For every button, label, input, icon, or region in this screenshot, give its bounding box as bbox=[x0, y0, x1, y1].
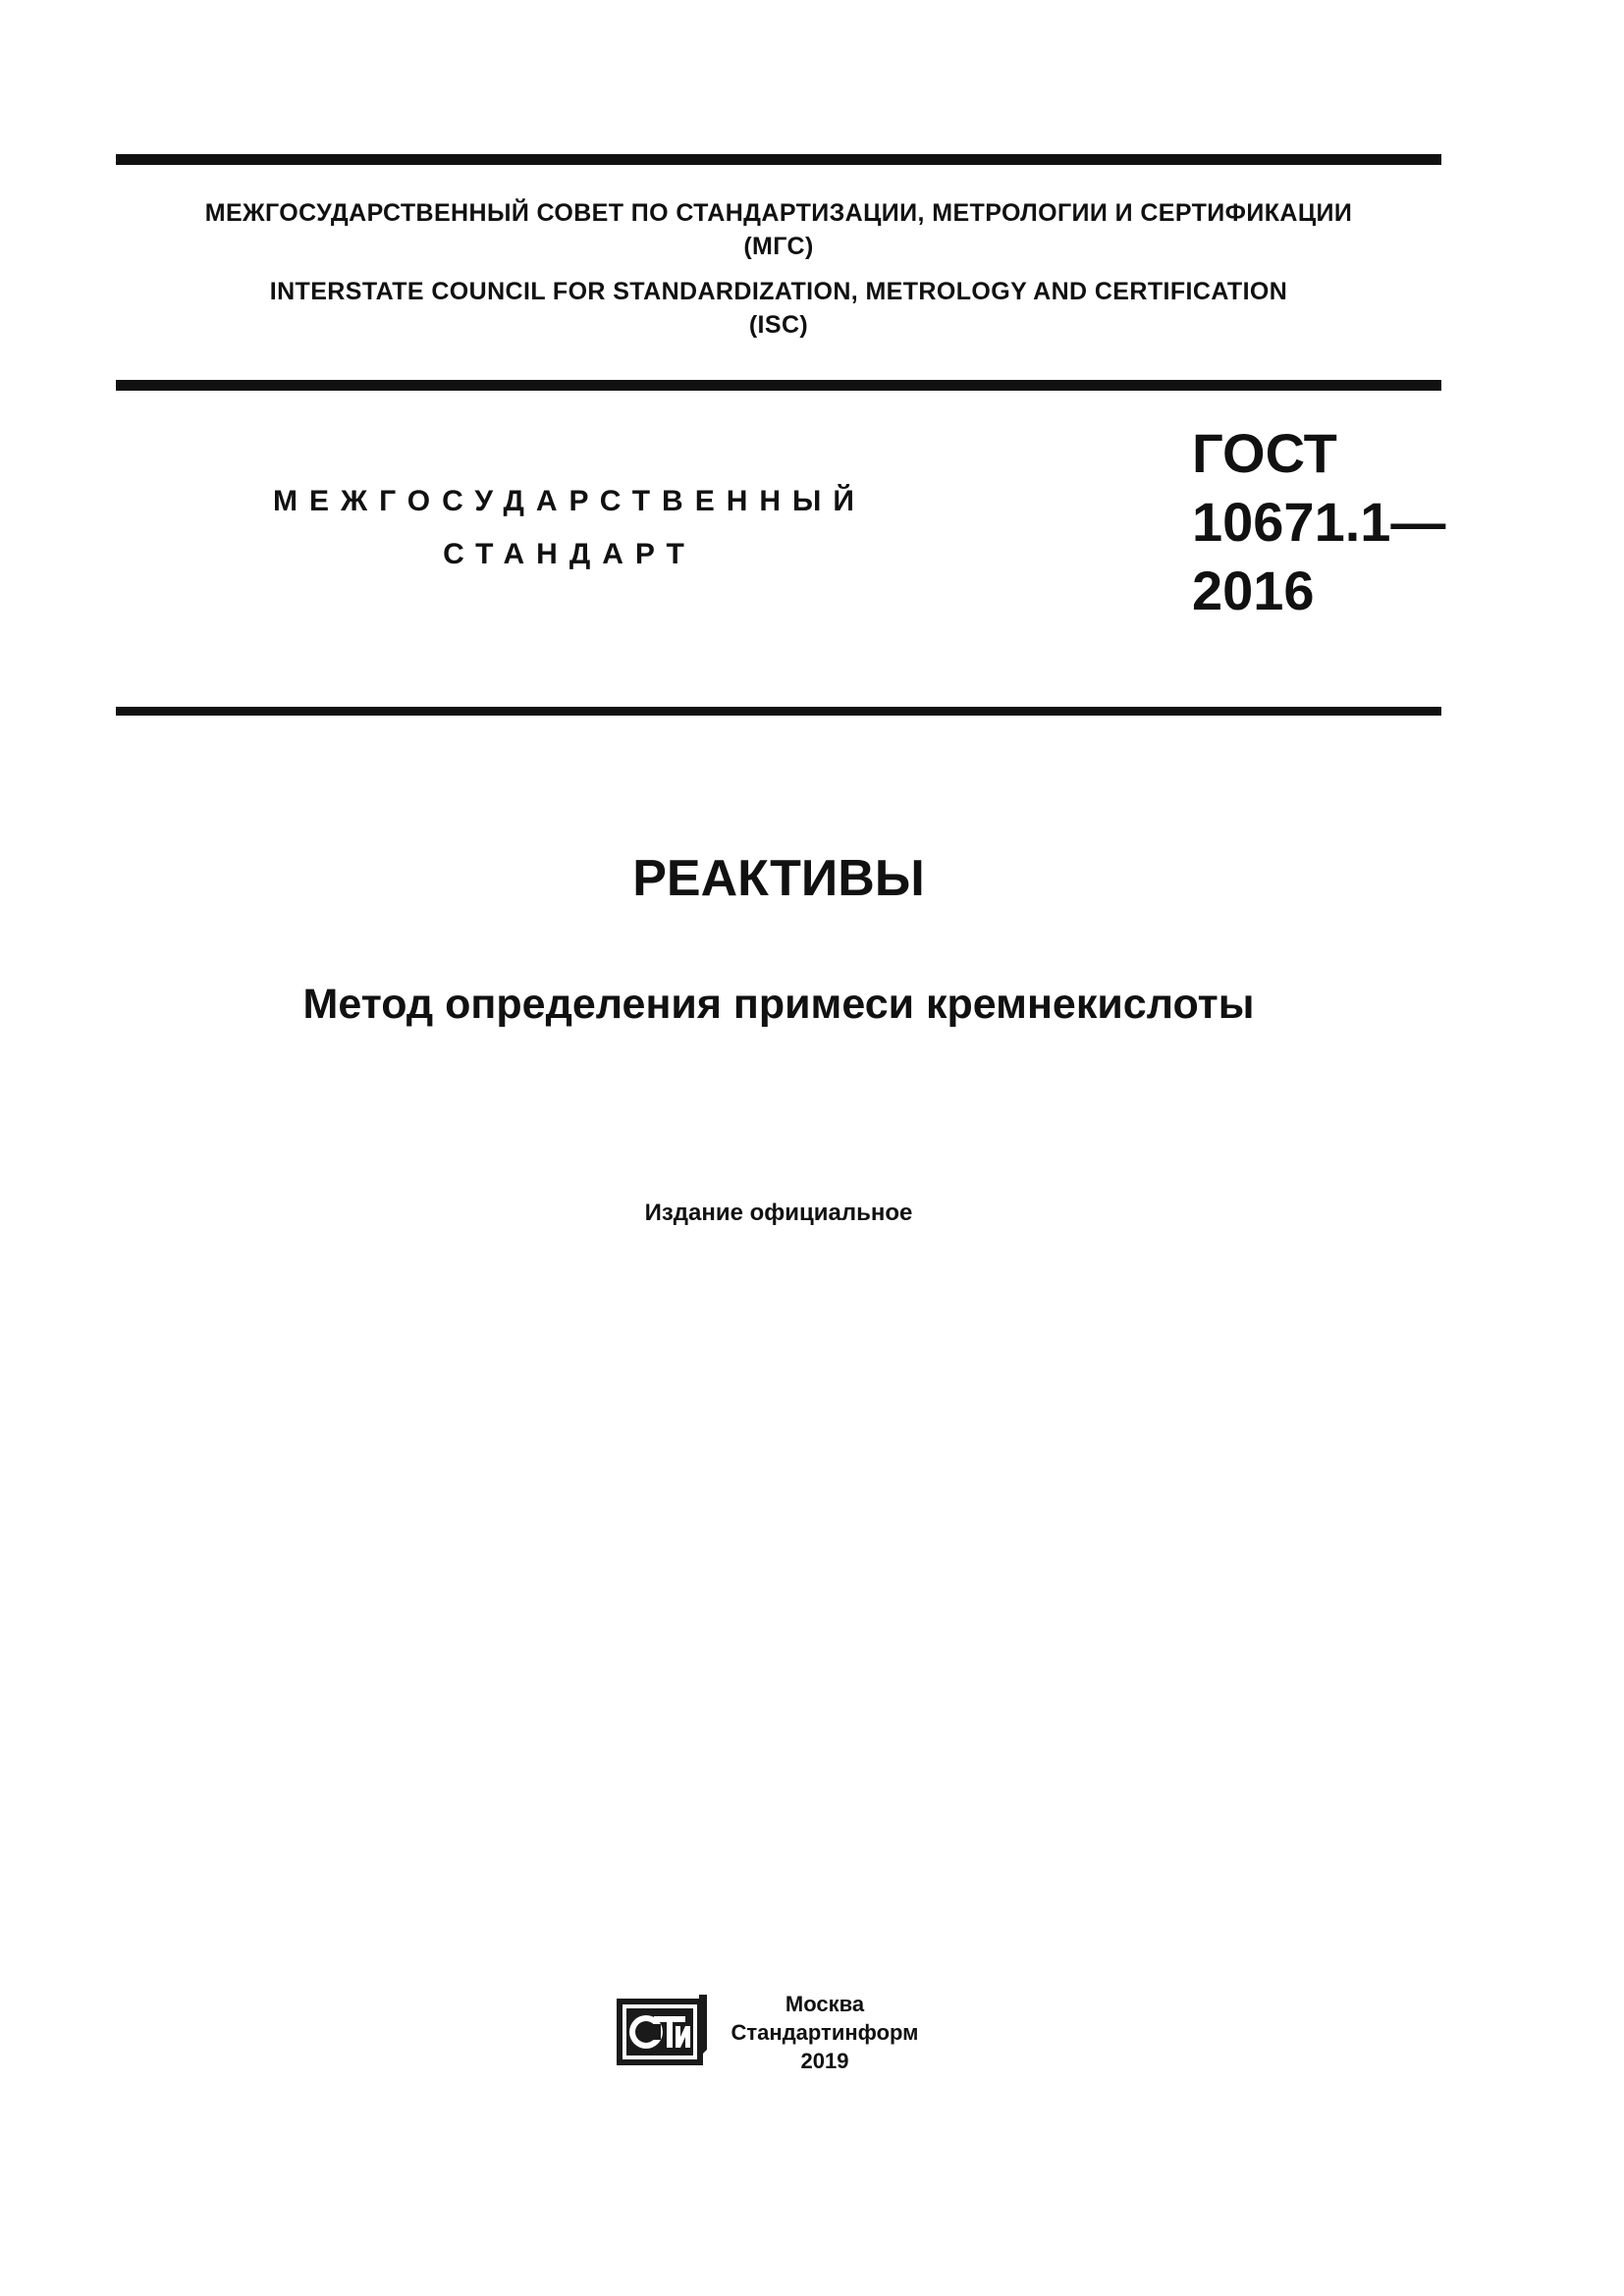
standartinform-logo-icon bbox=[615, 1993, 709, 2067]
publisher-city: Москва bbox=[785, 1992, 865, 2016]
standard-kind-line2: СТАНДАРТ bbox=[443, 538, 696, 570]
council-header bbox=[116, 196, 1441, 342]
council-abbr-ru: (МГС) bbox=[743, 233, 814, 260]
header-divider bbox=[116, 380, 1441, 391]
council-abbr-en: (ISC) bbox=[748, 311, 809, 339]
publisher-info bbox=[727, 1990, 923, 2075]
designation-prefix: ГОСТ bbox=[1192, 422, 1337, 484]
top-rule bbox=[116, 154, 1441, 165]
document-subtitle: Метод определения примеси кремнекислоты bbox=[302, 981, 1255, 1028]
designation-number: 10671.1— bbox=[1192, 491, 1446, 553]
document-title: РЕАКТИВЫ bbox=[632, 850, 925, 907]
standard-designation bbox=[1192, 419, 1445, 625]
designation-divider bbox=[116, 707, 1441, 716]
council-name-ru: МЕЖГОСУДАРСТВЕННЫЙ СОВЕТ ПО СТАНДАРТИЗАЦИИ, МЕТРОЛОГИИ И СЕРТИФИКАЦИИ bbox=[204, 199, 1353, 227]
designation-year: 2016 bbox=[1192, 560, 1315, 621]
edition-note: Издание официальное bbox=[644, 1200, 913, 1226]
standard-kind-line1: МЕЖГОСУДАРСТВЕННЫЙ bbox=[273, 485, 866, 517]
standard-kind bbox=[245, 475, 893, 581]
publisher-name: Стандартинформ bbox=[731, 2020, 919, 2045]
council-name-en: INTERSTATE COUNCIL FOR STANDARDIZATION, METROLOGY AND CERTIFICATION bbox=[269, 278, 1288, 305]
publication-year: 2019 bbox=[800, 2049, 849, 2073]
